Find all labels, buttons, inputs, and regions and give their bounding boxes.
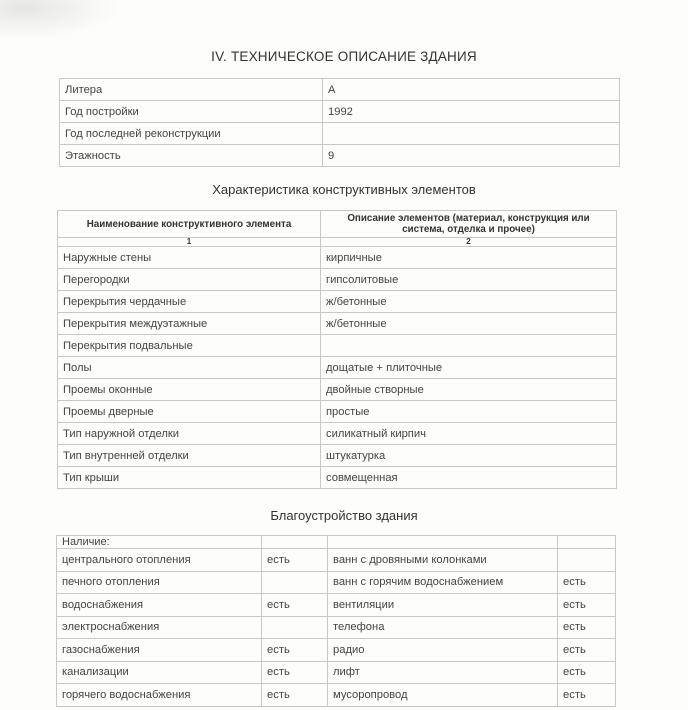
table-row (58, 247, 617, 269)
info-value: А (323, 79, 620, 101)
empty-cell (262, 536, 328, 549)
element-description: гипсолитовые (321, 269, 617, 291)
table-row (57, 616, 616, 639)
amenity-name: горячего водоснабжения (57, 684, 262, 707)
element-name: Полы (58, 357, 321, 379)
column-header: Наименование конструктивного элемента (58, 211, 321, 238)
building-info-table (59, 78, 620, 167)
amenity-value: есть (558, 639, 616, 662)
amenity-name: электроснабжения (57, 616, 262, 639)
construction-table (57, 210, 617, 489)
element-name: Перегородки (58, 269, 321, 291)
info-value: 1992 (323, 101, 620, 123)
table-row (58, 269, 617, 291)
element-name: Проемы дверные (58, 401, 321, 423)
table-row (58, 379, 617, 401)
element-description: двойные створные (321, 379, 617, 401)
element-description: силикатный кирпич (321, 423, 617, 445)
amenity-value (262, 571, 328, 594)
empty-cell (328, 536, 558, 549)
info-value: 9 (323, 145, 620, 167)
info-label: Год последней реконструкции (60, 123, 323, 145)
amenity-value (558, 549, 616, 572)
element-name: Перекрытия подвальные (58, 335, 321, 357)
amenity-value: есть (262, 661, 328, 684)
amenity-value: есть (558, 571, 616, 594)
table-row (60, 145, 620, 167)
table-row (57, 536, 616, 549)
amenity-value: есть (558, 684, 616, 707)
empty-cell (558, 536, 616, 549)
table-row (58, 401, 617, 423)
element-description: ж/бетонные (321, 313, 617, 335)
column-number: 2 (321, 238, 617, 247)
element-name: Тип крыши (58, 467, 321, 489)
table-row (60, 79, 620, 101)
amenity-name: телефона (328, 616, 558, 639)
table-row (58, 445, 617, 467)
amenity-value: есть (262, 549, 328, 572)
info-label: Этажность (60, 145, 323, 167)
amenity-name: центрального отопления (57, 549, 262, 572)
amenity-name: лифт (328, 661, 558, 684)
table-row (60, 123, 620, 145)
table-row (57, 661, 616, 684)
amenity-value: есть (262, 594, 328, 617)
table-row (57, 639, 616, 662)
table-row (57, 571, 616, 594)
element-name: Перекрытия междуэтажные (58, 313, 321, 335)
amenity-name: мусоропровод (328, 684, 558, 707)
amenity-value: есть (558, 661, 616, 684)
info-label: Год постройки (60, 101, 323, 123)
table-row (58, 467, 617, 489)
amenity-name: вентиляции (328, 594, 558, 617)
element-name: Тип наружной отделки (58, 423, 321, 445)
amenity-value: есть (262, 684, 328, 707)
element-name: Перекрытия чердачные (58, 291, 321, 313)
table-row (58, 423, 617, 445)
amenities-table (56, 535, 616, 707)
element-description: совмещенная (321, 467, 617, 489)
element-description: кирпичные (321, 247, 617, 269)
element-name: Проемы оконные (58, 379, 321, 401)
element-description: штукатурка (321, 445, 617, 467)
column-number: 1 (58, 238, 321, 247)
table-row (57, 594, 616, 617)
construction-heading: Характеристика конструктивных элементов (212, 182, 476, 197)
table-row (58, 357, 617, 379)
info-label: Литера (60, 79, 323, 101)
page-title: IV. ТЕХНИЧЕСКОЕ ОПИСАНИЕ ЗДАНИЯ (211, 49, 477, 64)
amenity-name: канализации (57, 661, 262, 684)
amenity-value: есть (558, 594, 616, 617)
table-row (57, 684, 616, 707)
element-name: Тип внутренней отделки (58, 445, 321, 467)
table-row (58, 291, 617, 313)
table-header-row (58, 211, 617, 238)
amenity-value: есть (262, 639, 328, 662)
element-description: ж/бетонные (321, 291, 617, 313)
amenities-head-label: Наличие: (57, 536, 262, 549)
element-name: Наружные стены (58, 247, 321, 269)
amenity-name: водоснабжения (57, 594, 262, 617)
amenity-name: радио (328, 639, 558, 662)
element-description: простые (321, 401, 617, 423)
table-row (57, 549, 616, 572)
amenity-name: ванн с дровяными колонками (328, 549, 558, 572)
column-header: Описание элементов (материал, конструкция или система, отделка и прочее) (321, 211, 617, 238)
element-description: дощатые + плиточные (321, 357, 617, 379)
column-number-row (58, 238, 617, 247)
amenity-value: есть (558, 616, 616, 639)
amenities-heading: Благоустройство здания (270, 508, 418, 523)
scan-smudge (0, 0, 120, 40)
table-row (58, 335, 617, 357)
amenity-value (262, 616, 328, 639)
amenity-name: газоснабжения (57, 639, 262, 662)
amenity-name: ванн с горячим водоснабжением (328, 571, 558, 594)
table-row (58, 313, 617, 335)
amenity-name: печного отопления (57, 571, 262, 594)
info-value (323, 123, 620, 145)
element-description (321, 335, 617, 357)
table-row (60, 101, 620, 123)
